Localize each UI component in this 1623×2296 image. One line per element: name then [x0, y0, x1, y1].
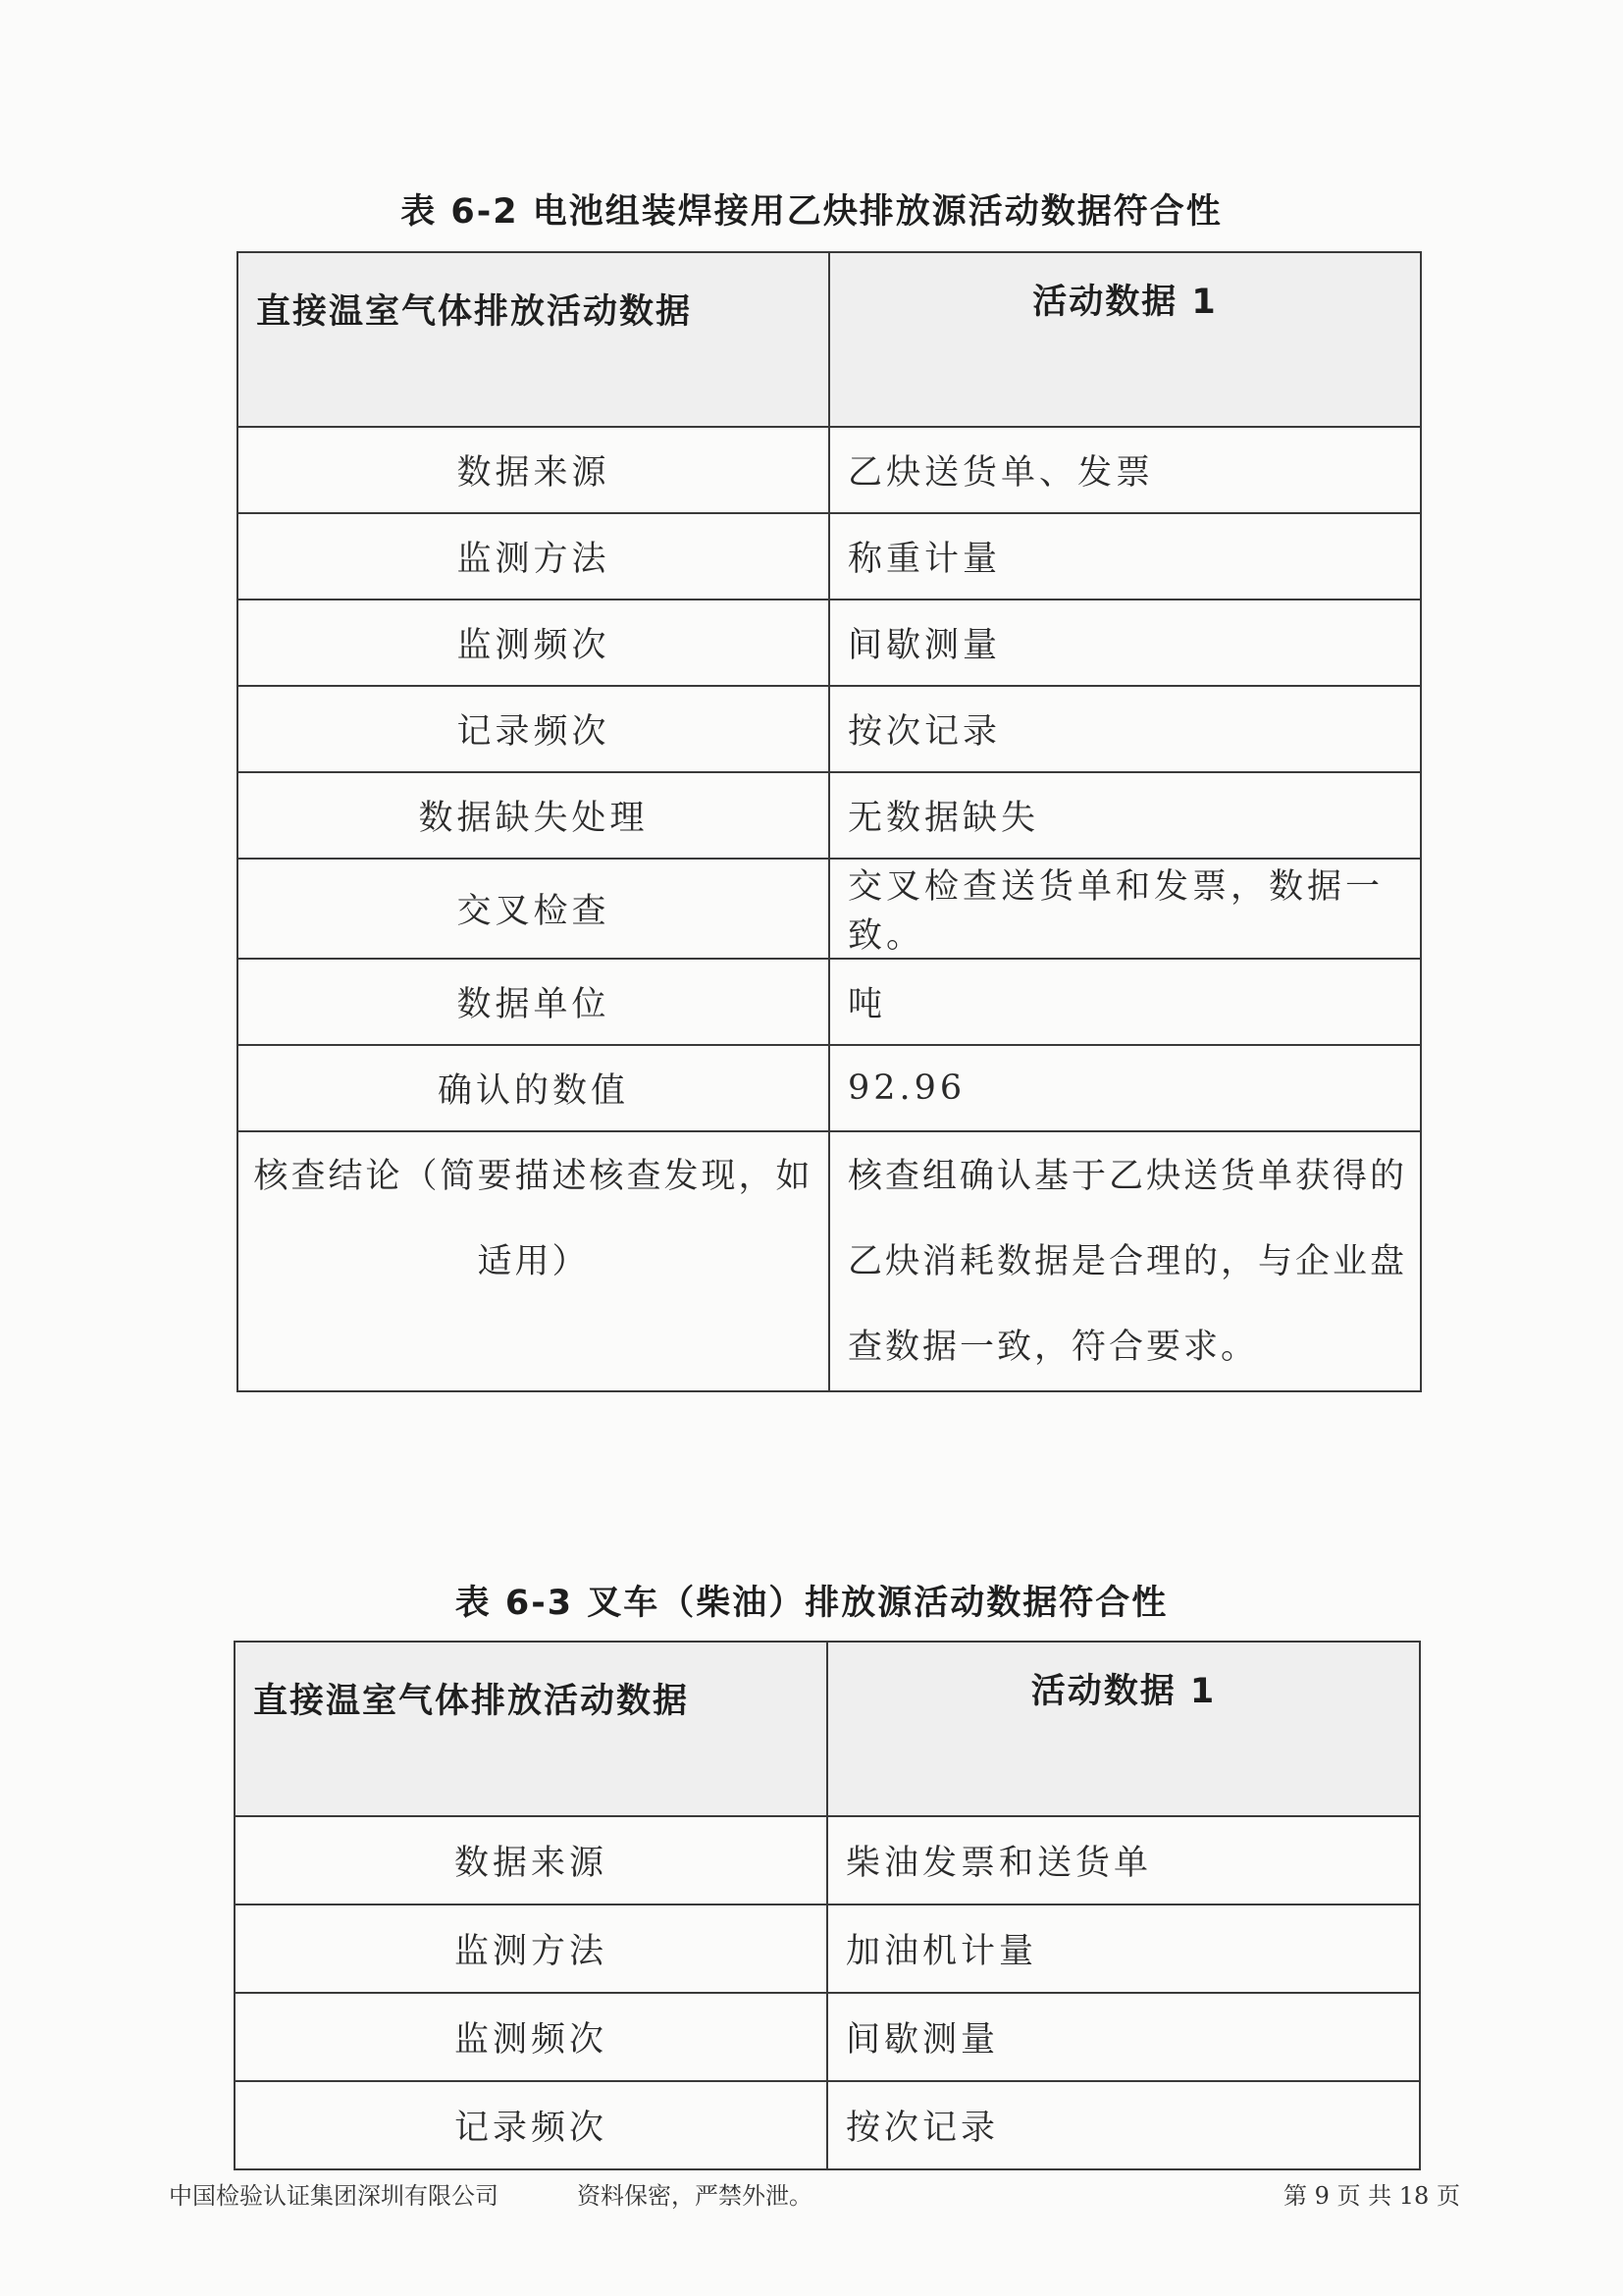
- footer-company: 中国检验认证集团深圳有限公司: [169, 2182, 498, 2210]
- table-row: [235, 1905, 1420, 1993]
- table-row: [237, 600, 1421, 686]
- table-row: [237, 859, 1421, 959]
- row-label: 数据单位: [237, 959, 829, 1045]
- row-label: 记录频次: [235, 2081, 827, 2169]
- row-value: 乙炔送货单、发票: [829, 427, 1421, 513]
- header-label-cell: 直接温室气体排放活动数据: [235, 1642, 827, 1816]
- row-value: 称重计量: [829, 513, 1421, 600]
- table-row: [235, 1816, 1420, 1905]
- row-value: 按次记录: [827, 2081, 1420, 2169]
- row-label: 确认的数值: [237, 1045, 829, 1131]
- table-6-3: [234, 1641, 1421, 2170]
- table-6-2-caption: 表 6-2 电池组装焊接用乙炔排放源活动数据符合性: [400, 192, 1223, 232]
- table-row: [237, 686, 1421, 772]
- header-label-cell: 直接温室气体排放活动数据: [237, 252, 829, 427]
- table-row: [237, 427, 1421, 513]
- table-6-3-caption: 表 6-3 叉车（柴油）排放源活动数据符合性: [454, 1584, 1169, 1623]
- row-value: 加油机计量: [827, 1905, 1420, 1993]
- row-value: 无数据缺失: [829, 772, 1421, 859]
- table-row: [237, 959, 1421, 1045]
- row-value: 间歇测量: [827, 1993, 1420, 2081]
- table-row: [235, 1993, 1420, 2081]
- row-label: 记录频次: [237, 686, 829, 772]
- conclusion-row: [237, 1131, 1421, 1391]
- conclusion-value: 核查组确认基于乙炔送货单获得的乙炔消耗数据是合理的，与企业盘查数据一致，符合要求。: [829, 1131, 1421, 1391]
- row-label: 数据缺失处理: [237, 772, 829, 859]
- row-value: 间歇测量: [829, 600, 1421, 686]
- row-label: 监测频次: [237, 600, 829, 686]
- footer-confidential: 资料保密，严禁外泄。: [577, 2182, 812, 2210]
- table-header-row: [237, 252, 1421, 427]
- table-row: [235, 2081, 1420, 2169]
- row-value: 交叉检查送货单和发票，数据一致。: [829, 859, 1421, 959]
- conclusion-label: 核查结论（简要描述核查发现，如适用）: [237, 1131, 829, 1391]
- row-label: 监测方法: [237, 513, 829, 600]
- row-value: 92.96: [829, 1045, 1421, 1131]
- row-value: 按次记录: [829, 686, 1421, 772]
- row-label: 数据来源: [237, 427, 829, 513]
- row-label: 监测频次: [235, 1993, 827, 2081]
- header-value-cell: 活动数据 1: [827, 1642, 1420, 1816]
- row-label: 监测方法: [235, 1905, 827, 1993]
- row-label: 数据来源: [235, 1816, 827, 1905]
- table-row: [237, 772, 1421, 859]
- row-value: 吨: [829, 959, 1421, 1045]
- footer-page-number: 第 9 页 共 18 页: [1283, 2182, 1460, 2210]
- header-value-cell: 活动数据 1: [829, 252, 1421, 427]
- table-header-row: [235, 1642, 1420, 1816]
- row-label: 交叉检查: [237, 859, 829, 959]
- table-6-2: [236, 251, 1422, 1392]
- row-value: 柴油发票和送货单: [827, 1816, 1420, 1905]
- table-row: [237, 513, 1421, 600]
- table-row: [237, 1045, 1421, 1131]
